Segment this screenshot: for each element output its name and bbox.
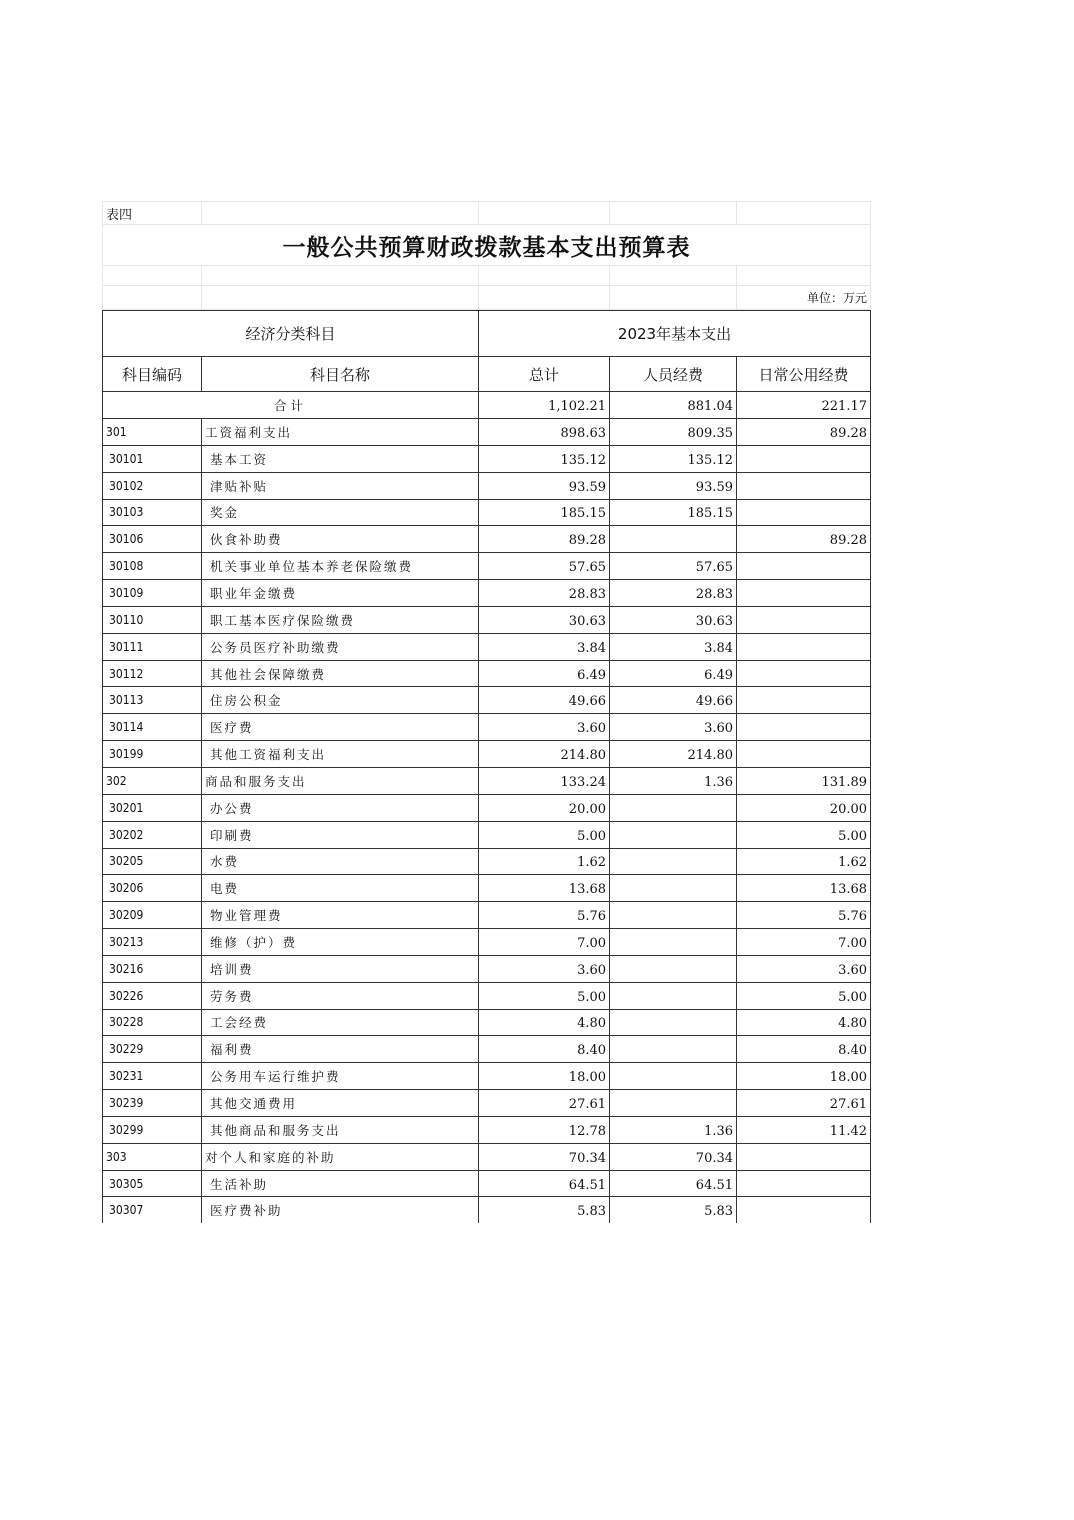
row-personnel: 64.51 — [610, 1170, 737, 1197]
table-row — [103, 1036, 871, 1063]
row-total: 898.63 — [479, 419, 610, 446]
row-name: 商品和服务支出 — [202, 767, 479, 794]
row-public: 5.76 — [737, 902, 871, 929]
row-public — [737, 687, 871, 714]
sheet-label: 表四 — [103, 202, 202, 225]
row-public: 89.28 — [737, 419, 871, 446]
row-name: 水费 — [202, 848, 479, 875]
table-row — [103, 741, 871, 768]
row-total: 135.12 — [479, 445, 610, 472]
row-code: 30231 — [103, 1063, 202, 1090]
row-name: 津贴补贴 — [202, 472, 479, 499]
row-personnel: 6.49 — [610, 660, 737, 687]
row-name: 办公费 — [202, 794, 479, 821]
row-public — [737, 633, 871, 660]
table-row — [103, 660, 871, 687]
row-name: 生活补助 — [202, 1170, 479, 1197]
table-row — [103, 687, 871, 714]
row-personnel — [610, 794, 737, 821]
row-personnel — [610, 821, 737, 848]
row-name: 对个人和家庭的补助 — [202, 1143, 479, 1170]
row-name: 奖金 — [202, 499, 479, 526]
row-total: 3.60 — [479, 714, 610, 741]
table-row — [103, 902, 871, 929]
header-code: 科目编码 — [103, 357, 202, 392]
row-code: 30206 — [103, 875, 202, 902]
row-personnel — [610, 929, 737, 956]
row-total: 5.76 — [479, 902, 610, 929]
row-personnel — [610, 1063, 737, 1090]
row-personnel: 5.83 — [610, 1197, 737, 1223]
row-total: 5.00 — [479, 982, 610, 1009]
row-public — [737, 714, 871, 741]
row-public — [737, 499, 871, 526]
row-personnel — [610, 902, 737, 929]
header-public: 日常公用经费 — [737, 357, 871, 392]
row-code: 30106 — [103, 526, 202, 553]
row-public: 4.80 — [737, 1009, 871, 1036]
header-year-basic: 2023年基本支出 — [479, 311, 871, 357]
table-row — [103, 1009, 871, 1036]
row-code: 30205 — [103, 848, 202, 875]
row-personnel: 3.60 — [610, 714, 737, 741]
row-code: 30213 — [103, 929, 202, 956]
table-row — [103, 848, 871, 875]
row-name: 培训费 — [202, 955, 479, 982]
table-row — [103, 767, 871, 794]
row-personnel — [610, 1009, 737, 1036]
table-row — [103, 606, 871, 633]
row-personnel: 1.36 — [610, 767, 737, 794]
total-personnel: 881.04 — [610, 392, 737, 419]
row-name: 住房公积金 — [202, 687, 479, 714]
row-name: 维修（护）费 — [202, 929, 479, 956]
row-public — [737, 1170, 871, 1197]
row-personnel: 57.65 — [610, 553, 737, 580]
total-total: 1,102.21 — [479, 392, 610, 419]
header-personnel: 人员经费 — [610, 357, 737, 392]
header-name: 科目名称 — [202, 357, 479, 392]
row-code: 30202 — [103, 821, 202, 848]
row-code: 301 — [103, 419, 202, 446]
row-public — [737, 741, 871, 768]
budget-table — [102, 310, 871, 1223]
table-row — [103, 794, 871, 821]
row-total: 28.83 — [479, 580, 610, 607]
row-name: 机关事业单位基本养老保险缴费 — [202, 553, 479, 580]
row-personnel: 135.12 — [610, 445, 737, 472]
table-row — [103, 1116, 871, 1143]
row-code: 30209 — [103, 902, 202, 929]
row-name: 劳务费 — [202, 982, 479, 1009]
row-code: 30305 — [103, 1170, 202, 1197]
table-row — [103, 714, 871, 741]
row-code: 303 — [103, 1143, 202, 1170]
row-personnel — [610, 1036, 737, 1063]
row-public: 20.00 — [737, 794, 871, 821]
row-code: 30307 — [103, 1197, 202, 1223]
table-row — [103, 1063, 871, 1090]
row-personnel — [610, 955, 737, 982]
table-row — [103, 982, 871, 1009]
row-name: 物业管理费 — [202, 902, 479, 929]
row-personnel: 30.63 — [610, 606, 737, 633]
row-personnel — [610, 848, 737, 875]
row-name: 电费 — [202, 875, 479, 902]
row-public: 3.60 — [737, 955, 871, 982]
sheet-header-grid — [102, 201, 871, 310]
row-name: 工资福利支出 — [202, 419, 479, 446]
row-personnel: 1.36 — [610, 1116, 737, 1143]
row-total: 93.59 — [479, 472, 610, 499]
table-row — [103, 955, 871, 982]
row-public: 1.62 — [737, 848, 871, 875]
row-public: 8.40 — [737, 1036, 871, 1063]
row-code: 30108 — [103, 553, 202, 580]
row-name: 伙食补助费 — [202, 526, 479, 553]
row-total: 12.78 — [479, 1116, 610, 1143]
table-row — [103, 472, 871, 499]
table-row — [103, 419, 871, 446]
row-code: 30216 — [103, 955, 202, 982]
table-row — [103, 526, 871, 553]
row-total: 27.61 — [479, 1090, 610, 1117]
row-total: 13.68 — [479, 875, 610, 902]
row-personnel: 185.15 — [610, 499, 737, 526]
row-code: 30109 — [103, 580, 202, 607]
row-public: 5.00 — [737, 821, 871, 848]
row-code: 302 — [103, 767, 202, 794]
total-row — [103, 392, 871, 419]
row-total: 185.15 — [479, 499, 610, 526]
row-code: 30299 — [103, 1116, 202, 1143]
row-total: 57.65 — [479, 553, 610, 580]
row-public: 89.28 — [737, 526, 871, 553]
row-name: 福利费 — [202, 1036, 479, 1063]
row-personnel — [610, 875, 737, 902]
row-public: 11.42 — [737, 1116, 871, 1143]
row-personnel: 70.34 — [610, 1143, 737, 1170]
row-code: 30110 — [103, 606, 202, 633]
row-total: 1.62 — [479, 848, 610, 875]
row-total: 70.34 — [479, 1143, 610, 1170]
row-public: 7.00 — [737, 929, 871, 956]
row-total: 89.28 — [479, 526, 610, 553]
row-name: 医疗费 — [202, 714, 479, 741]
row-total: 133.24 — [479, 767, 610, 794]
unit-label: 单位：万元 — [737, 286, 871, 310]
table-row — [103, 1090, 871, 1117]
row-public — [737, 1143, 871, 1170]
table-row — [103, 445, 871, 472]
row-total: 8.40 — [479, 1036, 610, 1063]
table-row — [103, 553, 871, 580]
row-personnel: 3.84 — [610, 633, 737, 660]
row-name: 公务员医疗补助缴费 — [202, 633, 479, 660]
row-name: 职业年金缴费 — [202, 580, 479, 607]
row-personnel: 49.66 — [610, 687, 737, 714]
row-name: 其他社会保障缴费 — [202, 660, 479, 687]
row-code: 30112 — [103, 660, 202, 687]
row-name: 其他商品和服务支出 — [202, 1116, 479, 1143]
row-public: 13.68 — [737, 875, 871, 902]
row-total: 49.66 — [479, 687, 610, 714]
table-row — [103, 821, 871, 848]
row-code: 30239 — [103, 1090, 202, 1117]
row-total: 5.00 — [479, 821, 610, 848]
row-public — [737, 445, 871, 472]
row-public — [737, 580, 871, 607]
row-public: 131.89 — [737, 767, 871, 794]
row-total: 6.49 — [479, 660, 610, 687]
row-personnel: 214.80 — [610, 741, 737, 768]
row-name: 医疗费补助 — [202, 1197, 479, 1223]
row-public: 5.00 — [737, 982, 871, 1009]
table-row — [103, 1170, 871, 1197]
row-personnel — [610, 526, 737, 553]
row-total: 7.00 — [479, 929, 610, 956]
header-total: 总计 — [479, 357, 610, 392]
row-total: 4.80 — [479, 1009, 610, 1036]
row-personnel: 28.83 — [610, 580, 737, 607]
row-code: 30199 — [103, 741, 202, 768]
row-public — [737, 553, 871, 580]
table-row — [103, 1143, 871, 1170]
row-name: 其他工资福利支出 — [202, 741, 479, 768]
row-total: 5.83 — [479, 1197, 610, 1223]
row-public: 18.00 — [737, 1063, 871, 1090]
table-row — [103, 1197, 871, 1223]
table-row — [103, 929, 871, 956]
table-row — [103, 499, 871, 526]
row-total: 18.00 — [479, 1063, 610, 1090]
row-public: 27.61 — [737, 1090, 871, 1117]
row-name: 工会经费 — [202, 1009, 479, 1036]
row-personnel: 93.59 — [610, 472, 737, 499]
total-label: 合计 — [103, 392, 479, 419]
row-total: 3.84 — [479, 633, 610, 660]
page-title: 一般公共预算财政拨款基本支出预算表 — [103, 225, 871, 266]
row-code: 30102 — [103, 472, 202, 499]
row-name: 基本工资 — [202, 445, 479, 472]
row-total: 30.63 — [479, 606, 610, 633]
row-name: 印刷费 — [202, 821, 479, 848]
row-personnel: 809.35 — [610, 419, 737, 446]
total-public: 221.17 — [737, 392, 871, 419]
header-econ-category: 经济分类科目 — [103, 311, 479, 357]
row-public — [737, 606, 871, 633]
row-public — [737, 472, 871, 499]
row-code: 30201 — [103, 794, 202, 821]
row-total: 64.51 — [479, 1170, 610, 1197]
row-total: 214.80 — [479, 741, 610, 768]
row-code: 30111 — [103, 633, 202, 660]
row-code: 30103 — [103, 499, 202, 526]
row-name: 职工基本医疗保险缴费 — [202, 606, 479, 633]
row-code: 30228 — [103, 1009, 202, 1036]
row-total: 20.00 — [479, 794, 610, 821]
table-row — [103, 633, 871, 660]
row-code: 30229 — [103, 1036, 202, 1063]
table-row — [103, 875, 871, 902]
row-total: 3.60 — [479, 955, 610, 982]
row-code: 30101 — [103, 445, 202, 472]
row-code: 30114 — [103, 714, 202, 741]
row-code: 30226 — [103, 982, 202, 1009]
row-code: 30113 — [103, 687, 202, 714]
row-public — [737, 660, 871, 687]
table-row — [103, 580, 871, 607]
row-name: 其他交通费用 — [202, 1090, 479, 1117]
budget-sheet — [102, 201, 870, 1223]
row-public — [737, 1197, 871, 1223]
row-personnel — [610, 1090, 737, 1117]
row-personnel — [610, 982, 737, 1009]
row-name: 公务用车运行维护费 — [202, 1063, 479, 1090]
